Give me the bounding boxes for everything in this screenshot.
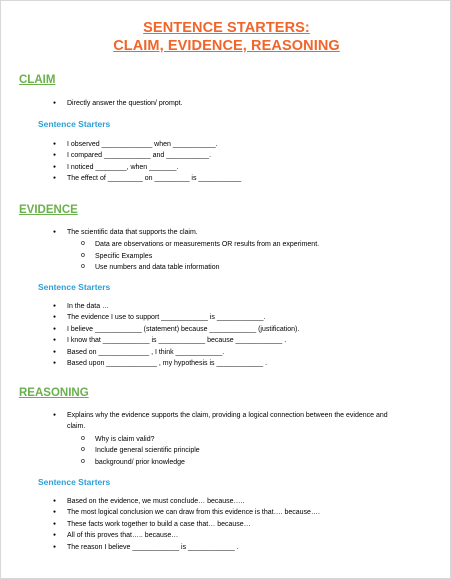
claim-starters-list: [53, 139, 241, 185]
list-item: ● I observed _____________ when ___________.: [53, 139, 241, 150]
section-heading-claim: CLAIM: [19, 74, 56, 86]
claim-bullets: [53, 98, 183, 109]
list-item: ● The effect of _________ on _________ is ___________: [53, 173, 241, 184]
claim-starters-heading: Sentence Starters: [38, 119, 111, 129]
list-item: o Why is claim valid?: [81, 434, 407, 445]
list-item: ● The most logical conclusion we can draw from this evidence is that…. because….: [53, 507, 320, 518]
reasoning-subbullets: [67, 434, 407, 468]
list-item: ● All of this proves that….. because…: [53, 530, 320, 541]
evidence-starters-heading: Sentence Starters: [38, 282, 111, 292]
list-item: ● I believe ____________ (statement) because ____________ (justification).: [53, 324, 299, 335]
list-item: o background/ prior knowledge: [81, 457, 407, 468]
list-item: ● In the data …: [53, 301, 299, 312]
list-item: ● Based on the evidence, we must conclude… because…..: [53, 496, 320, 507]
evidence-bullets: [53, 227, 319, 274]
section-heading-reasoning: REASONING: [19, 387, 89, 399]
list-item: o Use numbers and data table information: [81, 262, 319, 273]
reasoning-starters-list: [53, 496, 320, 553]
reasoning-bullets: [53, 410, 407, 468]
list-item: o Data are observations or measurements OR results from an experiment.: [81, 239, 319, 250]
evidence-subbullets: [67, 239, 319, 273]
reasoning-starters-heading: Sentence Starters: [38, 477, 111, 487]
list-item: o Include general scientific principle: [81, 445, 407, 456]
evidence-bullet-text: The scientific data that supports the claim.: [67, 229, 198, 236]
list-item: ● I noticed ________, when _______.: [53, 162, 241, 173]
claim-bullet: ● Directly answer the question/ prompt.: [53, 98, 183, 109]
section-heading-evidence: EVIDENCE: [19, 204, 78, 216]
list-item: ● Based upon _____________ , my hypothesis is ____________ .: [53, 358, 299, 369]
page-title-line2: CLAIM, EVIDENCE, REASONING: [113, 38, 340, 54]
page-title-line1: SENTENCE STARTERS:: [143, 20, 310, 36]
list-item: o Specific Examples: [81, 251, 319, 262]
list-item: ● I know that ____________ is ____________ because ____________ .: [53, 335, 299, 346]
evidence-bullet: [53, 227, 319, 274]
list-item: ● The reason I believe ____________ is ____________ .: [53, 542, 320, 553]
list-item: ● The evidence I use to support ____________ is ____________.: [53, 312, 299, 323]
reasoning-bullet: [53, 410, 407, 468]
list-item: ● Based on _____________ , I think ____________.: [53, 347, 299, 358]
evidence-starters-list: [53, 301, 299, 369]
list-item: ● These facts work together to build a case that… because…: [53, 519, 320, 530]
reasoning-bullet-text: Explains why the evidence supports the claim, providing a logical connection between the evidence and claim.: [67, 412, 388, 431]
list-item: ● I compared ____________ and ___________.: [53, 150, 241, 161]
